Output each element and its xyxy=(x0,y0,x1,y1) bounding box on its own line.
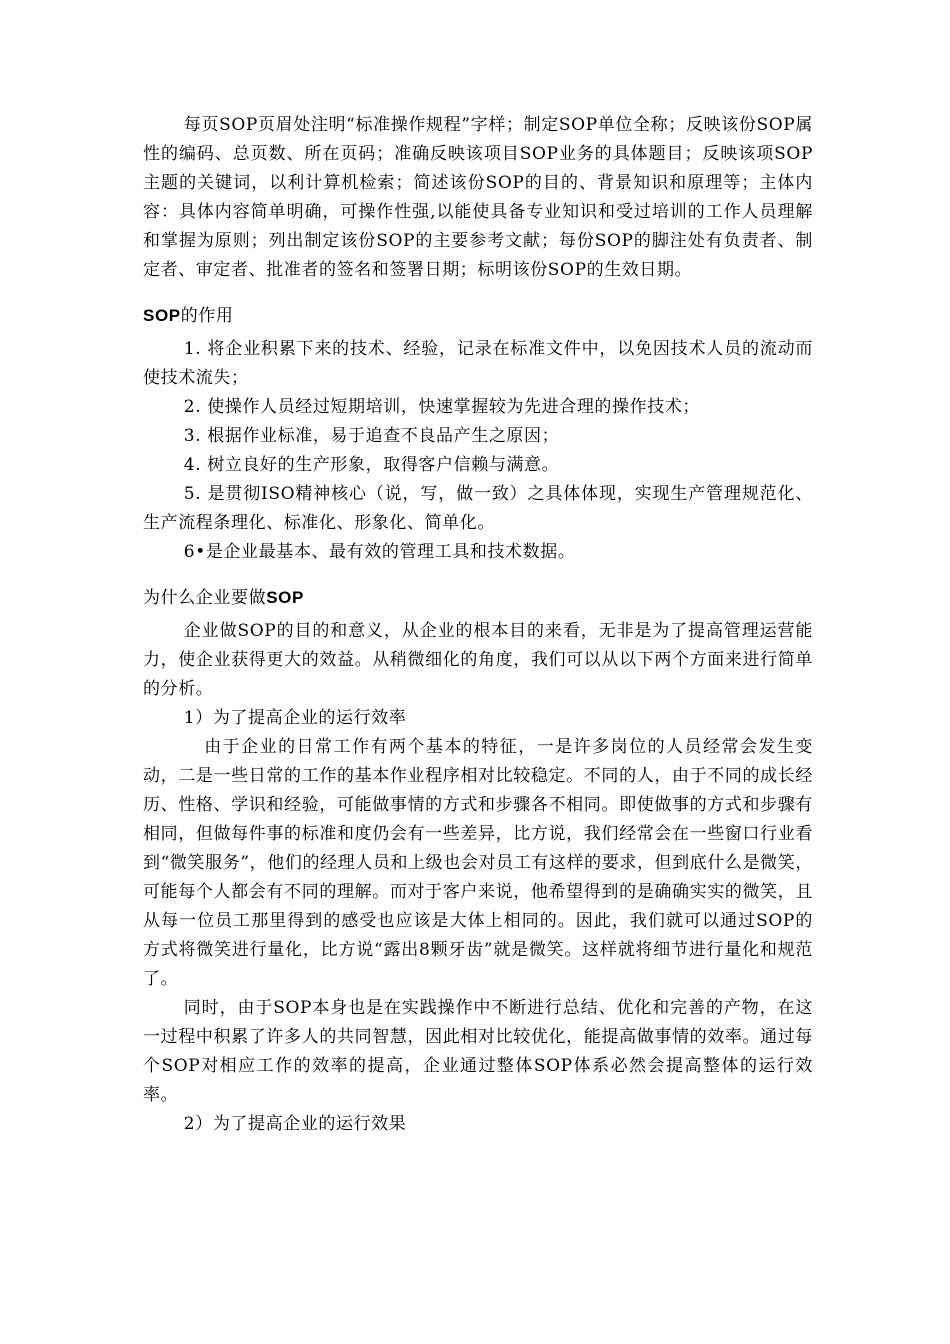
list-item: 3. 根据作业标准，易于追查不良品产生之原因； xyxy=(183,426,560,446)
section-heading-sop-role xyxy=(143,301,813,331)
section-heading-text: 的作用 xyxy=(180,306,234,326)
intro-paragraph: 每页SOP页眉处注明“标准操作规程”字样；制定SOP单位全称；反映该份SOP属性的编码、总页数、所在页码；准确反映该项目SOP业务的具体题目；反映该项SOP主题的关键词，以利计算机检索；简述该份SOP的目的、背景知识和原理等；主体内容：具体内容简单明确，可操作性强,以能使具备专业知识和受过培训的工作人员理解和掌握为原则；列出制定该份SOP的主要参考文献；每份SOP的脚注处有负责者、制定者、审定者、批准者的签名和签署日期；标明该份SOP的生效日期。 xyxy=(143,115,813,280)
list-item: 6•是企业最基本、最有效的管理工具和技术数据。 xyxy=(183,542,576,562)
list-item: 5. 是贯彻ISO精神核心（说，写，做一致）之具体体现，实现生产管理规范化、生产流程条理化、标准化、形象化、简单化。 xyxy=(143,484,813,533)
subsection-title: 2）为了提高企业的运行效果 xyxy=(183,1114,407,1134)
section-heading-why-sop xyxy=(143,583,813,613)
list-item: 1. 将企业积累下来的技术、经验，记录在标准文件中，以免因技术人员的流动而使技术流失； xyxy=(143,339,813,388)
document-body xyxy=(143,111,813,1139)
subsection-title: 1）为了提高企业的运行效率 xyxy=(183,708,407,728)
section-heading-text: 为什么企业要做 xyxy=(143,588,267,608)
section-heading-bold: SOP xyxy=(266,588,304,607)
list-item: 2. 使操作人员经过短期培训，快速掌握较为先进合理的操作技术； xyxy=(183,397,701,417)
paragraph: 企业做SOP的目的和意义，从企业的根本目的来看，无非是为了提高管理运营能力，使企业获得更大的效益。从稍微细化的角度，我们可以从以下两个方面来进行简单的分析。 xyxy=(143,621,813,699)
list-item: 4. 树立良好的生产形象，取得客户信赖与满意。 xyxy=(183,455,560,475)
paragraph: 由于企业的日常工作有两个基本的特征，一是许多岗位的人员经常会发生变动，二是一些日常的工作的基本作业程序相对比较稳定。不同的人，由于不同的成长经历、性格、学识和经验，可能做事情的方式和步骤各不相同。即使做事的方式和步骤有相同，但做每件事的标准和度仍会有一些差异，比方说，我们经常会在一些窗口行业看到“微笑服务”，他们的经理人员和上级也会对员工有这样的要求，但到底什么是微笑，可能每个人都会有不同的理解。而对于客户来说，他希望得到的是确确实实的微笑，且从每一位员工那里得到的感受也应该是大体上相同的。因此，我们就可以通过SOP的方式将微笑进行量化，比方说“露出8颗牙齿”就是微笑。这样就将细节进行量化和规范了。 xyxy=(143,737,813,989)
section-heading-bold: SOP xyxy=(143,306,181,325)
paragraph: 同时，由于SOP本身也是在实践操作中不断进行总结、优化和完善的产物，在这一过程中积累了许多人的共同智慧，因此相对比较优化，能提高做事情的效率。通过每个SOP对相应工作的效率的提高，企业通过整体SOP体系必然会提高整体的运行效率。 xyxy=(143,998,813,1105)
